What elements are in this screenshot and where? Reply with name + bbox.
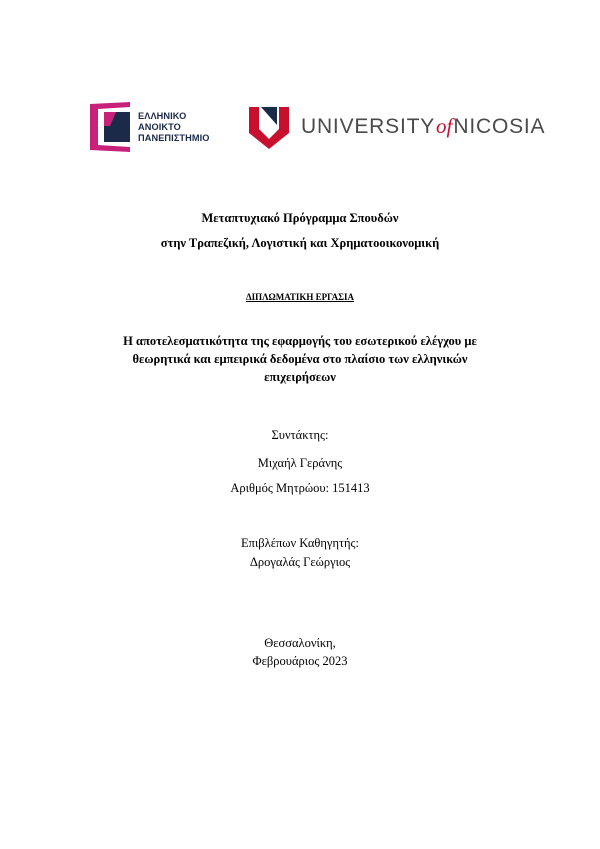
program-name-line-1: Μεταπτυχιακό Πρόγραμμα Σπουδών	[201, 211, 399, 225]
author-name: Μιχαήλ Γεράνης	[257, 456, 343, 470]
unic-text-nicosia: NICOSIA	[453, 115, 546, 138]
place: Θεσσαλονίκη,	[264, 636, 336, 650]
university-of-nicosia-logo	[247, 105, 547, 149]
author-label: Συντάκτης:	[271, 428, 329, 442]
supervisor-label: Επιβλέπων Καθηγητής:	[241, 536, 359, 550]
thesis-title-line-2: θεωρητικά και εμπειρικά δεδομένα στο πλαίσιο των ελληνικών	[132, 352, 468, 366]
eap-logo-text	[138, 111, 210, 143]
eap-line-1: ΕΛΛΗΝΙΚΟ	[138, 111, 187, 121]
thesis-title-line-3: επιχειρήσεων	[264, 370, 336, 384]
eap-line-3: ΠΑΝΕΠΙΣΤΗΜΙΟ	[138, 132, 210, 143]
supervisor-name: Δρογαλάς Γεώργιος	[249, 555, 351, 569]
unic-logo-text	[301, 114, 545, 139]
thesis-title	[80, 332, 520, 386]
document-type: ΔΙΠΛΩΜΑΤΙΚΗ ΕΡΓΑΣΙΑ	[245, 292, 355, 302]
eap-emblem-icon	[90, 102, 136, 152]
thesis-title-line-1: Η αποτελεσματικότητα της εφαρμογής του εσωτερικού ελέγχου με	[123, 334, 477, 348]
date: Φεβρουάριος 2023	[252, 654, 348, 668]
registration-number: Αριθμός Μητρώου: 151413	[230, 481, 370, 495]
eap-line-2: ΑΝΟΙΚΤΟ	[138, 121, 181, 132]
unic-emblem-icon	[247, 105, 291, 149]
program-name-line-2: στην Τραπεζική, Λογιστική και Χρηματοοικονομική	[160, 236, 440, 250]
hellenic-open-university-logo	[90, 102, 230, 152]
unic-text-of: of	[436, 114, 453, 138]
unic-text-university: UNIVERSITY	[301, 115, 436, 138]
